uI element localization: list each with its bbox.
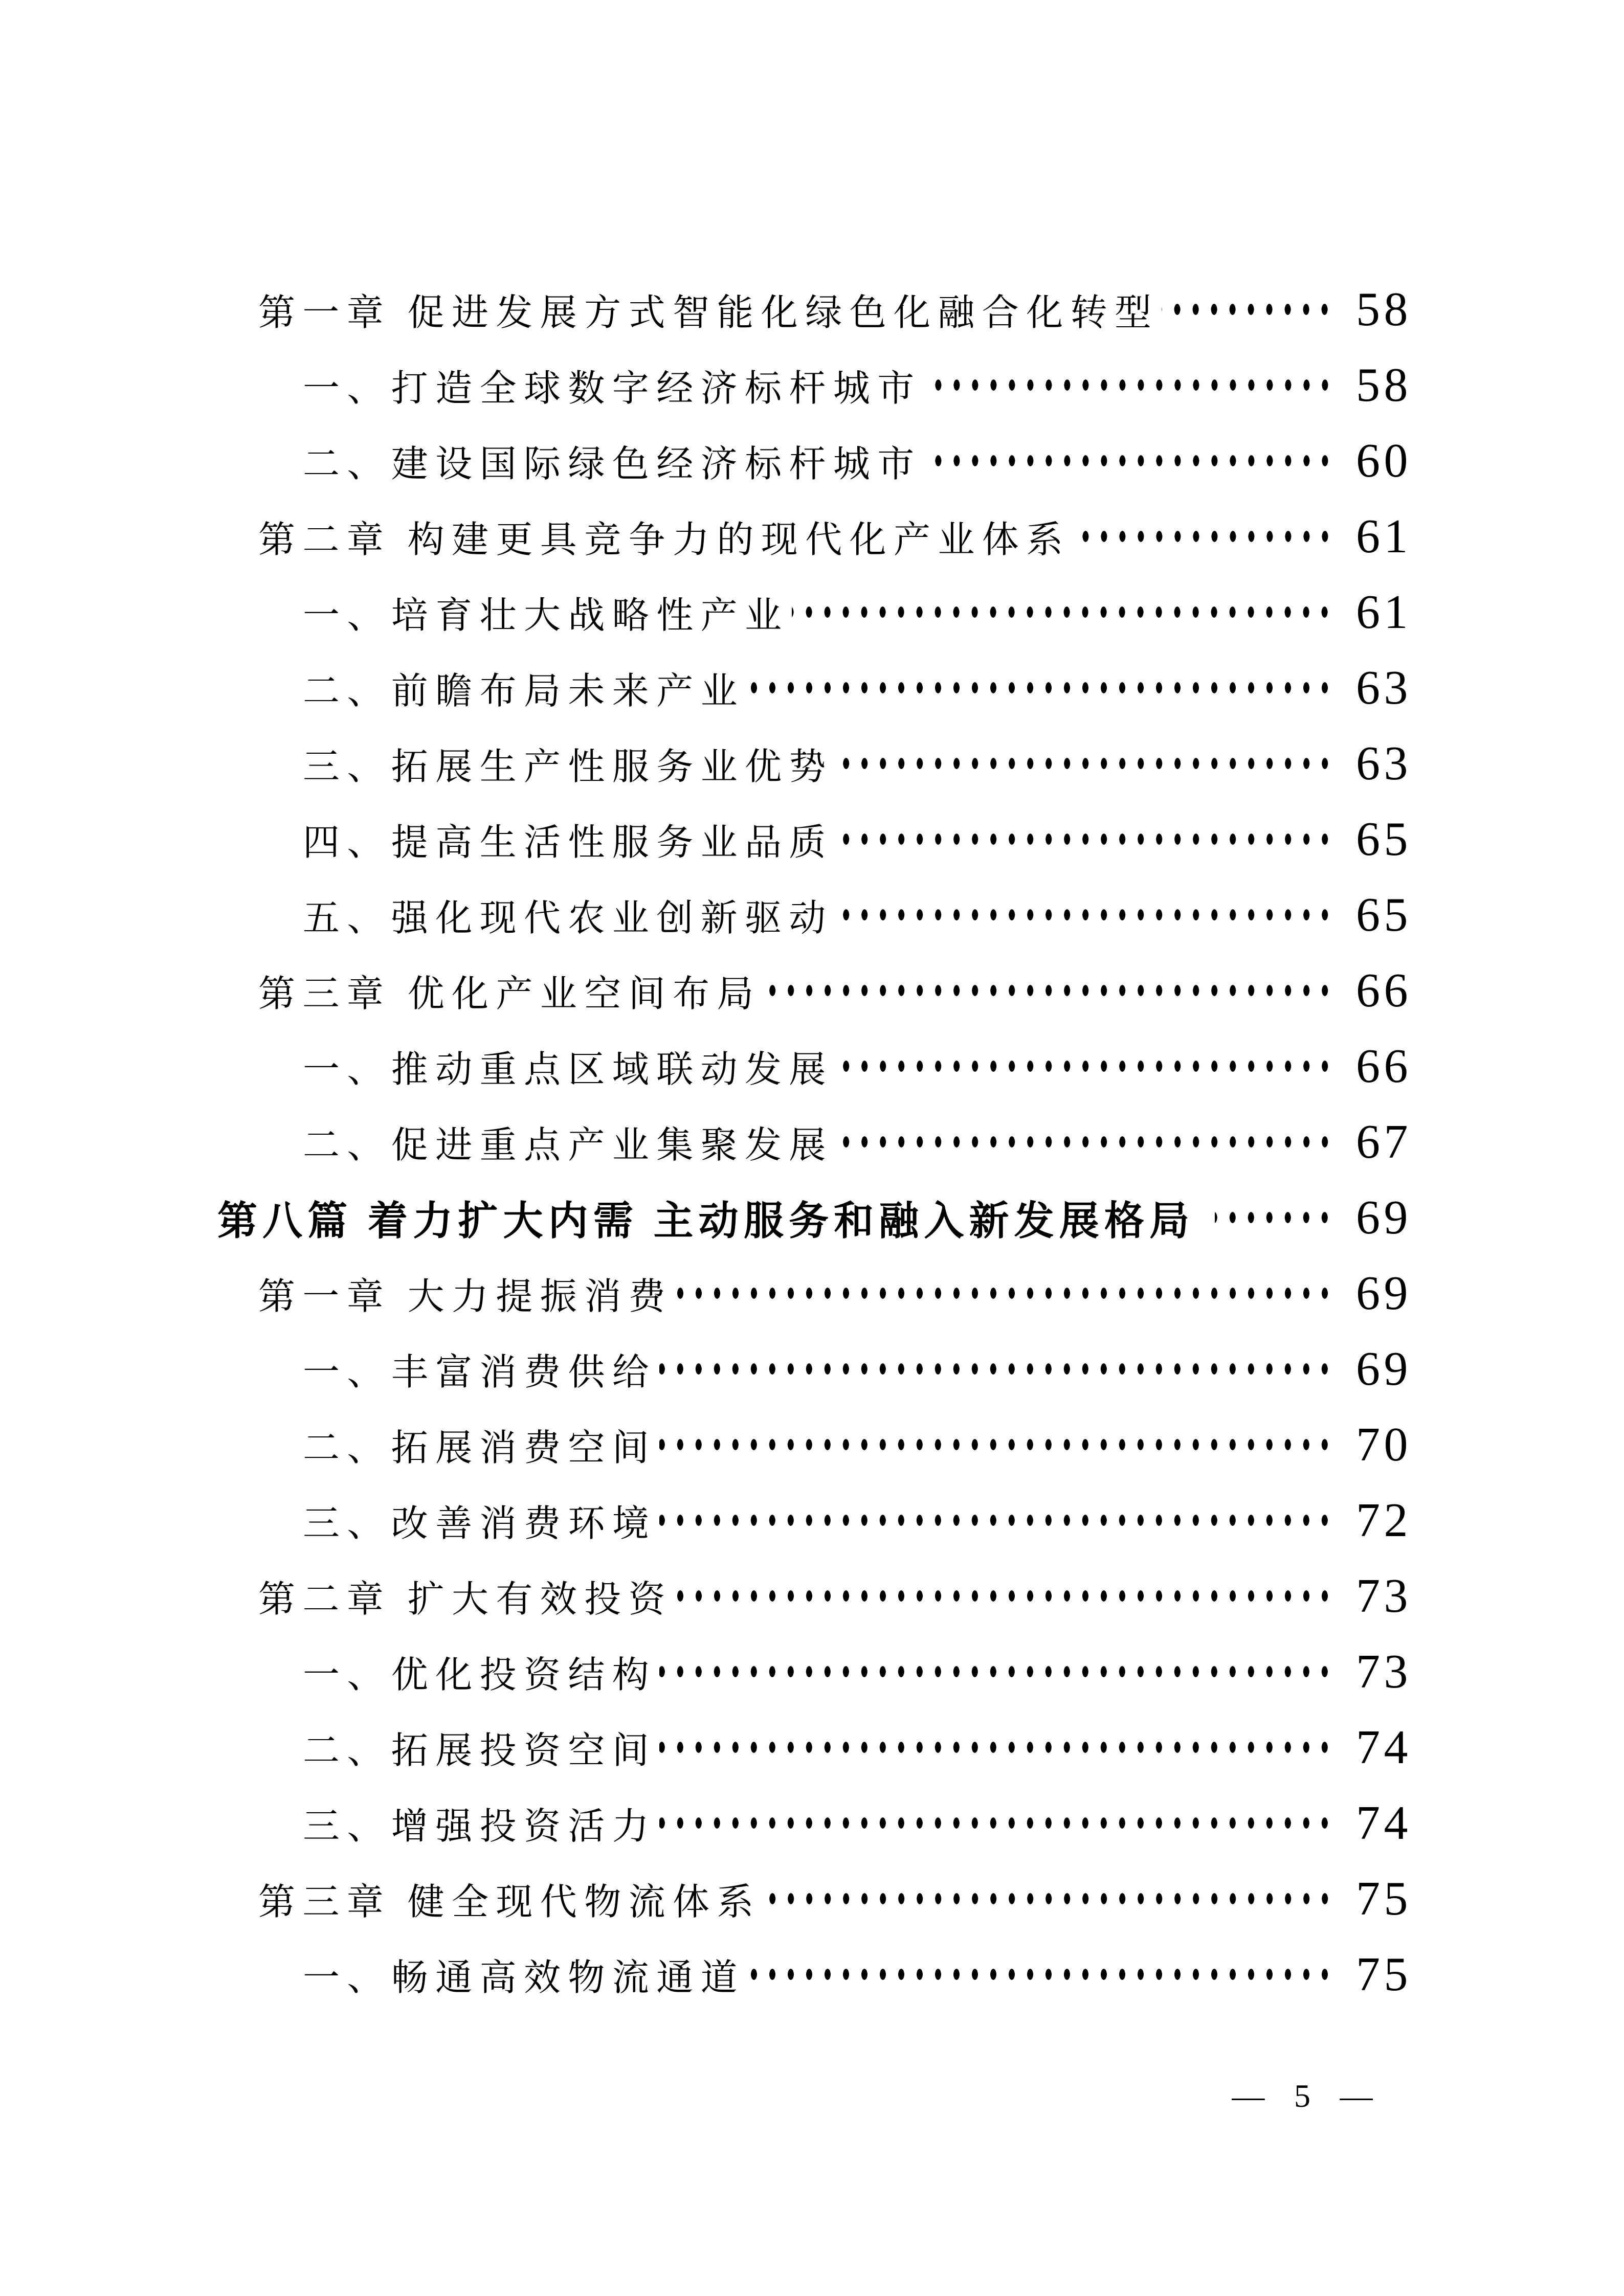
toc-entry-label: 二、促进重点产业集聚发展 bbox=[303, 1125, 833, 1166]
toc-entry-page-number: 66 bbox=[1355, 964, 1412, 1017]
toc-entry-page-number: 60 bbox=[1355, 434, 1412, 487]
toc-entry-label: 二、拓展投资空间 bbox=[303, 1730, 657, 1771]
toc-entry-label: 四、提高生活性服务业品质 bbox=[303, 822, 833, 863]
toc-entry-sub bbox=[0, 423, 1624, 499]
dot-leader bbox=[836, 757, 1334, 770]
dot-leader bbox=[1074, 530, 1334, 543]
dot-leader bbox=[792, 605, 1334, 619]
dot-leader bbox=[836, 908, 1334, 921]
toc-entry-sub bbox=[0, 1331, 1624, 1407]
dot-leader bbox=[659, 1362, 1334, 1376]
dot-leader bbox=[925, 378, 1334, 392]
dot-leader bbox=[659, 1816, 1334, 1830]
toc-entry-sub bbox=[0, 650, 1624, 726]
toc-entry-label: 二、拓展消费空间 bbox=[303, 1428, 657, 1469]
toc-entry-sub bbox=[0, 801, 1624, 877]
toc-entry-page-number: 63 bbox=[1355, 661, 1412, 714]
toc-entry-label: 一、丰富消费供给 bbox=[303, 1352, 657, 1393]
toc-entry-chapter bbox=[0, 499, 1624, 574]
toc-list bbox=[0, 272, 1624, 2012]
dot-leader bbox=[659, 1665, 1334, 1678]
dot-leader bbox=[1162, 303, 1334, 316]
toc-entry-sub bbox=[0, 1937, 1624, 2012]
toc-entry-sub bbox=[0, 1407, 1624, 1482]
dot-leader bbox=[836, 832, 1334, 846]
toc-entry-page-number: 70 bbox=[1355, 1418, 1412, 1471]
toc-entry-part bbox=[0, 1180, 1624, 1255]
dot-leader bbox=[836, 1060, 1334, 1073]
toc-entry-page-number: 61 bbox=[1355, 510, 1412, 563]
toc-entry-label: 第三章 优化产业空间布局 bbox=[258, 974, 761, 1015]
toc-entry-chapter bbox=[0, 953, 1624, 1028]
toc-entry-label: 第二章 扩大有效投资 bbox=[258, 1579, 673, 1620]
toc-entry-page-number: 74 bbox=[1355, 1721, 1412, 1774]
toc-entry-page-number: 69 bbox=[1355, 1267, 1412, 1320]
dot-leader bbox=[748, 681, 1334, 694]
toc-entry-label: 第一章 大力提振消费 bbox=[258, 1276, 673, 1317]
toc-entry-label: 二、前瞻布局未来产业 bbox=[303, 671, 745, 712]
toc-entry-page-number: 72 bbox=[1355, 1494, 1412, 1547]
toc-entry-chapter bbox=[0, 1861, 1624, 1937]
dot-leader bbox=[764, 984, 1334, 997]
toc-entry-label: 一、培育壮大战略性产业 bbox=[303, 595, 789, 636]
toc-entry-sub bbox=[0, 726, 1624, 801]
toc-entry-label: 第一章 促进发展方式智能化绿色化融合化转型 bbox=[258, 292, 1159, 333]
dot-leader bbox=[676, 1589, 1334, 1603]
toc-entry-sub bbox=[0, 347, 1624, 423]
toc-entry-label: 第二章 构建更具竞争力的现代化产业体系 bbox=[258, 520, 1071, 560]
toc-entry-page-number: 65 bbox=[1355, 888, 1412, 941]
toc-entry-sub bbox=[0, 574, 1624, 650]
toc-entry-page-number: 75 bbox=[1355, 1872, 1412, 1925]
toc-entry-sub bbox=[0, 1104, 1624, 1180]
toc-entry-page-number: 61 bbox=[1355, 586, 1412, 639]
toc-entry-sub bbox=[0, 1785, 1624, 1861]
toc-entry-label: 一、打造全球数字经济标杆城市 bbox=[303, 368, 922, 409]
toc-entry-chapter bbox=[0, 1558, 1624, 1634]
toc-entry-page-number: 58 bbox=[1355, 283, 1412, 336]
dot-leader bbox=[764, 1892, 1334, 1905]
toc-entry-chapter bbox=[0, 1255, 1624, 1331]
toc-entry-sub bbox=[0, 1482, 1624, 1558]
toc-entry-label: 三、拓展生产性服务业优势 bbox=[303, 747, 833, 787]
toc-entry-label: 五、强化现代农业创新驱动 bbox=[303, 898, 833, 939]
toc-entry-label: 一、优化投资结构 bbox=[303, 1655, 657, 1696]
toc-entry-page-number: 66 bbox=[1355, 1040, 1412, 1093]
toc-entry-sub bbox=[0, 1709, 1624, 1785]
toc-entry-page-number: 73 bbox=[1355, 1569, 1412, 1623]
toc-entry-page-number: 75 bbox=[1355, 1948, 1412, 2001]
toc-entry-label: 一、推动重点区域联动发展 bbox=[303, 1049, 833, 1090]
toc-entry-page-number: 65 bbox=[1355, 813, 1412, 866]
toc-entry-chapter bbox=[0, 272, 1624, 347]
toc-entry-label: 三、改善消费环境 bbox=[303, 1503, 657, 1544]
dot-leader bbox=[676, 1287, 1334, 1300]
toc-entry-page-number: 74 bbox=[1355, 1796, 1412, 1850]
toc-entry-label: 第八篇 着力扩大内需 主动服务和融入新发展格局 bbox=[217, 1199, 1195, 1243]
toc-entry-label: 三、增强投资活力 bbox=[303, 1806, 657, 1847]
toc-entry-page-number: 69 bbox=[1355, 1191, 1412, 1244]
dot-leader bbox=[659, 1741, 1334, 1754]
dot-leader bbox=[659, 1438, 1334, 1451]
dot-leader bbox=[659, 1514, 1334, 1527]
dot-leader bbox=[1215, 1211, 1334, 1224]
dot-leader bbox=[925, 454, 1334, 467]
toc-entry-label: 第三章 健全现代物流体系 bbox=[258, 1882, 761, 1923]
toc-entry-page-number: 63 bbox=[1355, 737, 1412, 790]
toc-entry-page-number: 73 bbox=[1355, 1645, 1412, 1698]
page-number-footer: — 5 — bbox=[1232, 2078, 1376, 2114]
toc-entry-page-number: 67 bbox=[1355, 1115, 1412, 1168]
toc-entry-label: 二、建设国际绿色经济标杆城市 bbox=[303, 444, 922, 485]
toc-entry-page-number: 69 bbox=[1355, 1342, 1412, 1395]
dot-leader bbox=[836, 1135, 1334, 1149]
toc-entry-page-number: 58 bbox=[1355, 358, 1412, 412]
toc-entry-sub bbox=[0, 1634, 1624, 1709]
toc-entry-sub bbox=[0, 1028, 1624, 1104]
dot-leader bbox=[748, 1968, 1334, 1981]
toc-entry-label: 一、畅通高效物流通道 bbox=[303, 1957, 745, 1998]
toc-entry-sub bbox=[0, 877, 1624, 953]
